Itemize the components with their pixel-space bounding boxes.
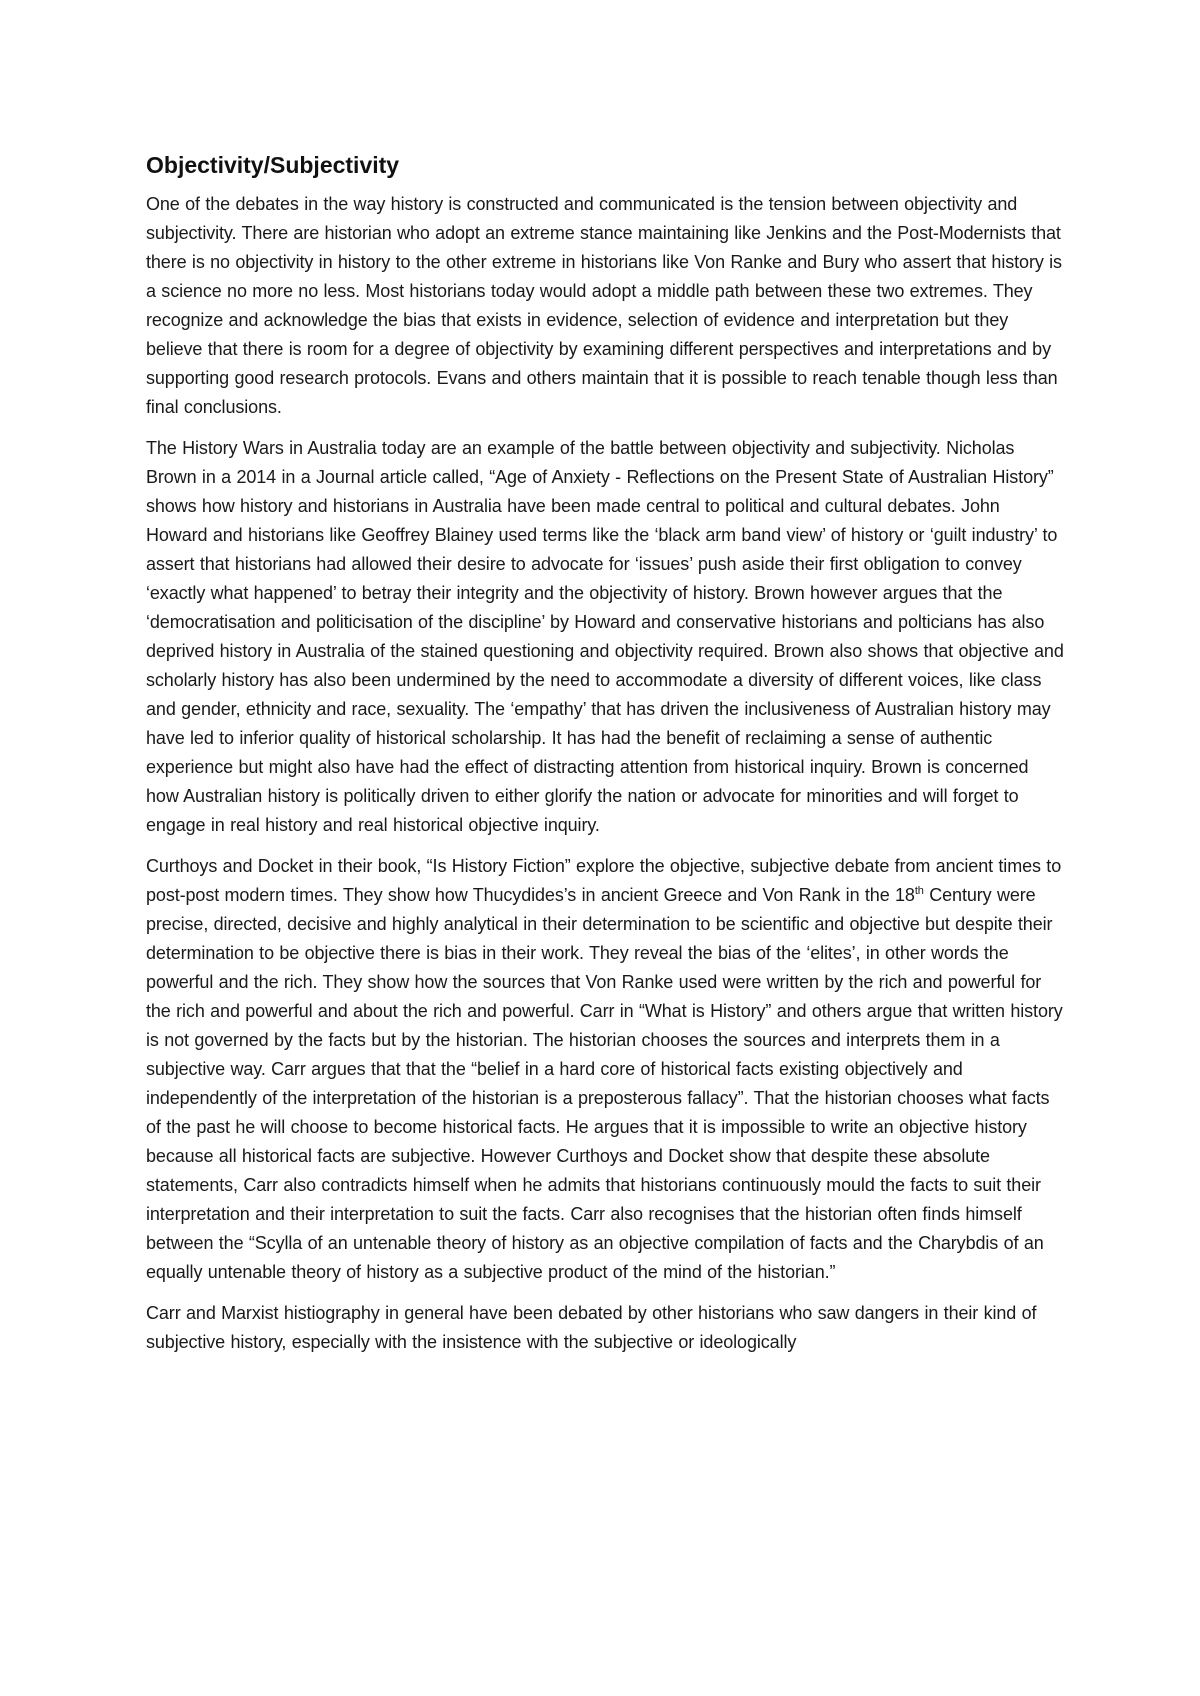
paragraph-3-rest: Century were precise, directed, decisive and highly analytical in their determination to be scientific and objective but despite their determination to be objective there is bias in their work. They reveal the bias of the ‘elites’, in other words the powerful and the rich. They show how the sources that Von Ranke used were written by the rich and powerful for the rich and powerful and about the rich and powerful. Carr in “What is History” and others argue that written history is not governed by the facts but by the historian. The historian chooses the sources and interprets them in a subjective way. Carr argues that that the “belief in a hard core of historical facts existing objectively and independently of the interpretation of the historian is a preposterous fallacy”. That the historian chooses what facts of the past he will choose to become historical facts. He argues that it is impossible to write an objective history because all historical facts are subjective. However Curthoys and Docket show that despite these absolute statements, Carr also contradicts himself when he admits that historians continuously mould the facts to suit their interpretation and their interpretation to suit the facts. Carr also recognises that the historian often finds himself between the “Scylla of an untenable theory of history as an objective compilation of facts and the Charybdis of an equally untenable theory of history as a subjective product of the mind of the historian.” (146, 885, 1063, 1282)
paragraph-4: Carr and Marxist histiography in general have been debated by other historians who saw dangers in their kind of subjective history, especially with the insistence with the subjective or ideologically (146, 1303, 1037, 1352)
page-title: Objectivity/Subjectivity (146, 152, 400, 178)
paragraph-3-start: Curthoys and Docket in their book, “Is History Fiction” explore the objective, subjective debate from ancient times to post-post modern times. They show how Thucydides’s in ancient Greece and Von Rank in the 18 (146, 856, 1062, 905)
paragraph-3 (146, 852, 1066, 1287)
document-body (146, 148, 1066, 1369)
paragraph-2: The History Wars in Australia today are an example of the battle between objectivity and subjectivity. Nicholas Brown in a 2014 in a Journal article called, “Age of Anxiety - Reflections on the Present State of Australian History” shows how history and historians in Australia have been made central to political and cultural debates. John Howard and historians like Geoffrey Blainey used terms like the ‘black arm band view’ of history or ‘guilt industry’ to assert that historians had allowed their desire to advocate for ‘issues’ push aside their first obligation to convey ‘exactly what happened’ to betray their integrity and the objectivity of history. Brown however argues that the ‘democratisation and politicisation of the discipline’ by Howard and conservative historians and polticians has also deprived history in Australia of the stained questioning and objectivity required. Brown also shows that objective and scholarly history has also been undermined by the need to accommodate a diversity of different voices, like class and gender, ethnicity and race, sexuality. The ‘empathy’ that has driven the inclusiveness of Australian history may have led to inferior quality of historical scholarship. It has had the benefit of reclaiming a sense of authentic experience but might also have had the effect of distracting attention from historical inquiry. Brown is concerned how Australian history is politically driven to either glorify the nation or advocate for minorities and will forget to engage in real history and real historical objective inquiry. (146, 438, 1064, 835)
ordinal-superscript: th (914, 885, 924, 897)
paragraph-1: One of the debates in the way history is constructed and communicated is the tension between objectivity and subjectivity. There are historian who adopt an extreme stance maintaining like Jenkins and the Post-Modernists that there is no objectivity in history to the other extreme in historians like Von Ranke and Bury who assert that history is a science no more no less. Most historians today would adopt a middle path between these two extremes. They recognize and acknowledge the bias that exists in evidence, selection of evidence and interpretation but they believe that there is room for a degree of objectivity by examining different perspectives and interpretations and by supporting good research protocols. Evans and others maintain that it is possible to reach tenable though less than final conclusions. (146, 194, 1062, 417)
